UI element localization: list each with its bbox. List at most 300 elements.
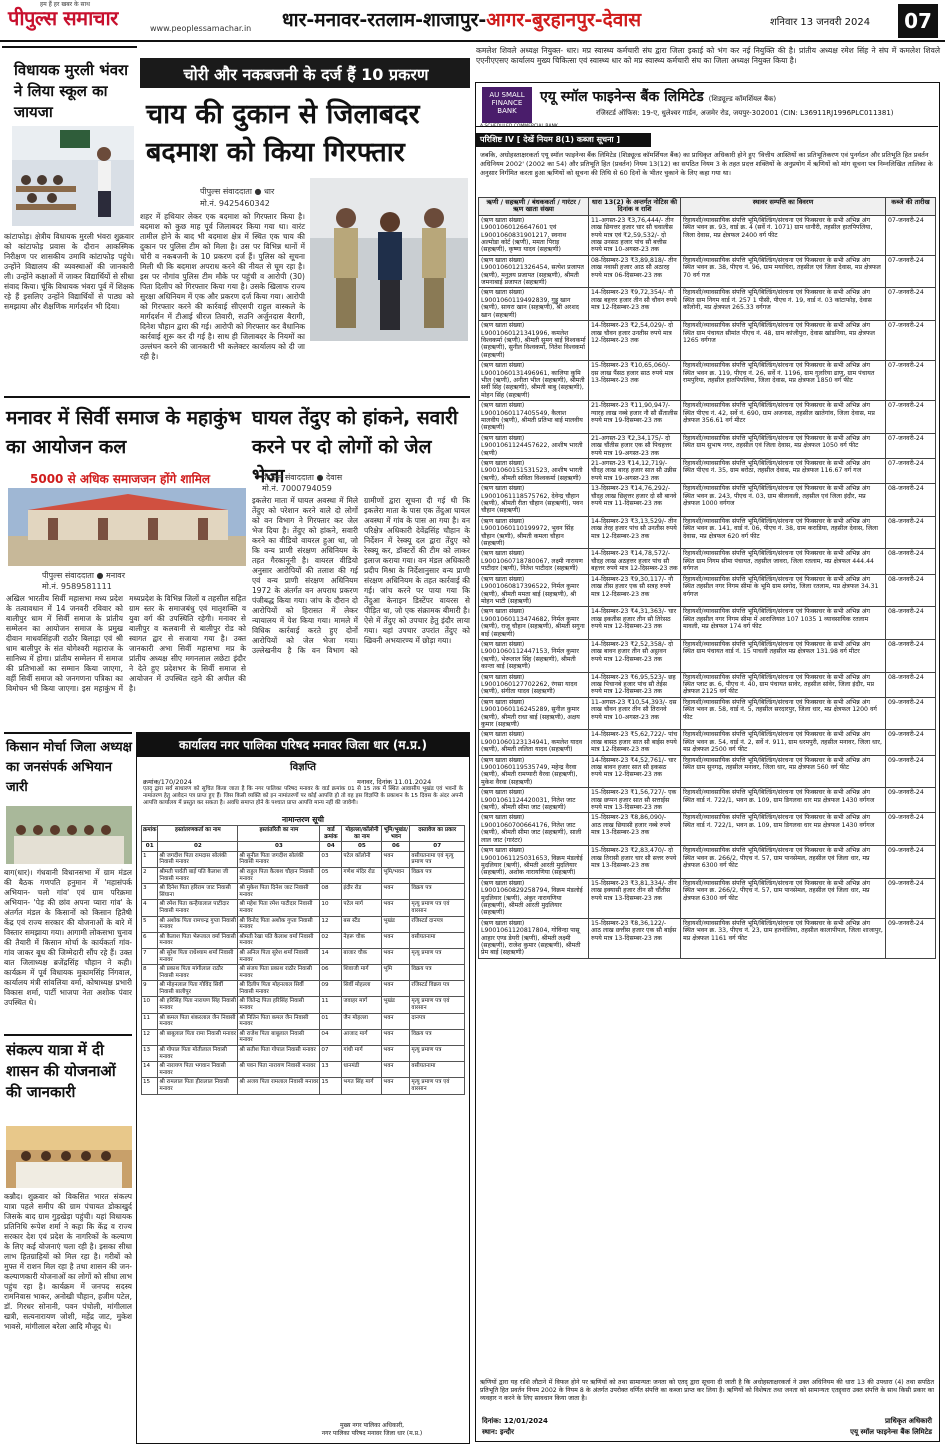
- mutation-cell: श्री अनिल पिता सुरेश शर्मा निवासी मनावर: [238, 948, 320, 964]
- property-cell: रिहायशी/व्यावसायिक संपत्ति भूमि/बिल्डिंग/संरचना एवं फिक्सचर के सभी अभिन्न अंग स्थित भवन क्र. 54, वार्ड नं. 2, सर्वे नं. 911, ग्राम धरमपुरी, तहसील मनावर, जिला धार, मप्र क्षेत्रफल 2500 वर्ग फीट: [681, 730, 886, 755]
- possession-row: [479, 878, 936, 918]
- notice-place: स्थान: इन्दौर: [482, 1428, 514, 1436]
- masthead: [0, 0, 945, 42]
- notice-cell: 14-दिसम्बर-23 ₹2,52,358/- दो लाख बावन हजार तीन सौ अट्ठावन रुपये मात्र 12-दिसम्बर-23 तक: [589, 639, 681, 672]
- possession-date-cell: 09-जनवरी-24: [886, 730, 936, 755]
- possession-date-cell: 08-जनवरी-24: [886, 516, 936, 549]
- mla-story-headline: विधायक मुरली भंवरा ने लिया स्कूल का जायजा: [14, 61, 129, 121]
- mutation-cell: श्री रमेश पिता कन्हैयालाल पाटीदार निवासी मनावर: [158, 900, 238, 916]
- possession-row: [479, 730, 936, 755]
- mutation-cell: भगत सिंह मार्ग: [342, 1078, 382, 1094]
- property-cell: रिहायशी/व्यावसायिक संपत्ति भूमि/बिल्डिंग/संरचना एवं फिक्सचर के सभी अभिन्न अंग स्थित भवन क्र. 33, पीएच नं. 23, ग्राम हतनोलिया, तहसील कालापीपल, जिला शाजापुर, मप्र क्षेत्रफल 1161 वर्ग फीट: [681, 918, 886, 958]
- possession-date-cell: 08-जनवरी-24: [886, 484, 936, 517]
- mutation-cell: 7: [142, 948, 158, 964]
- mutation-cell: 02: [320, 932, 342, 948]
- bank-logo-caption: A SCHEDULED COMMERCIAL BANK: [480, 124, 558, 129]
- notice-cell: 14-दिसम्बर-23 ₹5,62,722/- पांच लाख बासठ हजार सात सौ बाईस रुपये मात्र 12-दिसम्बर-23 तक: [589, 730, 681, 755]
- mutation-row: [142, 1029, 465, 1045]
- divider: [4, 396, 470, 398]
- mutation-cell: श्री नितिन पिता कमल जैन निवासी मनावर: [238, 1013, 320, 1029]
- edition-title-part2: आगर-बुरहानपुर-देवास: [486, 9, 642, 31]
- mutation-cell: श्री विनोद पिता अशोक गुप्ता निवासी मनावर: [238, 916, 320, 932]
- possession-date-cell: 08-जनवरी-24: [886, 607, 936, 640]
- borrower-cell: (ऋण खाता संख्या) L9001060829258794, विक्रम मंडलोई मुदलियार (ऋणी), अंकुर नारायणिया (सहऋणी), श्रीमती आरती मुदलियार (सहऋणी): [479, 878, 589, 918]
- borrower-cell: (ऋण खाता संख्या) L9001060123134941, कमलेश यादव (ऋणी), श्रीमती ललिता यादव (सहऋणी): [479, 730, 589, 755]
- borrower-cell: (ऋण खाता संख्या) L9001061125031653, विक्रम मंडलोई मुदलियार (ऋणी), श्रीमती आरती मुदलियार (सहऋणी), अशोक नारायणिया (सहऋणी): [479, 846, 589, 879]
- mutation-cell: भवन: [382, 1062, 410, 1078]
- mutation-cell: 12: [142, 1029, 158, 1045]
- mutation-cell: 11: [142, 1013, 158, 1029]
- notice-cell: 08-दिसम्बर-23 ₹3,89,818/- तीन लाख नवासी हजार आठ सौ अठारह रुपये मात्र 06-दिसम्बर-23 तक: [589, 255, 681, 288]
- bank-name-suffix: (शिड्यूल्ड कॉमर्शियल बैंक): [708, 95, 777, 103]
- mutation-cell: वसीयतनामा: [410, 932, 465, 948]
- property-cell: रिहायशी/व्यावसायिक संपत्ति भूमि/बिल्डिंग/संरचना एवं फिक्सचर के सभी अभिन्न अंग स्थित प्लाट क्र. 6, पीएच नं. 40, ग्राम पंचायत सावेर, तहसील सांवेर, जिला इंदौर, मप्र क्षेत्रफल 2125 वर्ग फीट: [681, 672, 886, 697]
- property-cell: रिहायशी/व्यावसायिक संपत्ति भूमि/बिल्डिंग/संरचना एवं फिक्सचर के सभी अभिन्न अंग स्थित तहसील नगर निगम सीमा के भूमि ग्राम सगोद, जिला रतलाम, मप्र क्षेत्रफल 34.31 वर्गगज: [681, 574, 886, 607]
- possession-row: [479, 846, 936, 879]
- mutation-cell: भवन: [382, 1046, 410, 1062]
- borrower-cell: (ऋण खाता संख्या) L9001061118575762, देवेन्द्र चौहान (ऋणी), श्रीमती रीता चौहान (सहऋणी), पवन चौहान (सहऋणी): [479, 484, 589, 517]
- mutation-cell: 05: [320, 867, 342, 883]
- property-cell: रिहायशी/व्यावसायिक संपत्ति भूमि/बिल्डिंग/संरचना एवं फिक्सचर के सभी अभिन्न अंग स्थित ग्राम पंचायत वार्ड नं. 15 पाचली तहसील मप्र क्षेत्रफल 131.98 वर्ग मीटर: [681, 639, 886, 672]
- mutation-cell: श्री अशोक पिता रामचन्द्र गुप्ता निवासी मनावर: [158, 916, 238, 932]
- property-cell: रिहायशी/व्यावसायिक संपत्ति भूमि/बिल्डिंग/संरचना एवं फिक्सचर के सभी अभिन्न अंग स्थित भवन क्र. 58, वार्ड नं. 5, तहसील सरदारपुर, जिला धार, मप्र क्षेत्रफल 1200 वर्ग फीट: [681, 697, 886, 730]
- borrower-cell: (ऋण खाता संख्या) L9001060110199972, भुवन सिंह चौहान (ऋणी), श्रीमती कमला चौहान (सहऋणी): [479, 516, 589, 549]
- possession-row: [479, 607, 936, 640]
- notice-cell: 13-दिसम्बर-23 ₹14,76,292/- चौदह लाख छिहत्तर हजार दो सौ बानवे रुपये मात्र 11-दिसम्बर-23 तक: [589, 484, 681, 517]
- possession-date-cell: 08-जनवरी-24: [886, 672, 936, 697]
- borrower-cell: (ऋण खाता संख्या) L9001060817396522, निर्मल कुमार (ऋणी), श्रीमती ममता बाई (सहऋणी), श्री मोहन भाटी (सहऋणी): [479, 574, 589, 607]
- mutation-row: [142, 948, 465, 964]
- mutation-cell: मृत्यु प्रमाण पत्र एवं वारसान: [410, 997, 465, 1013]
- mutation-cell: श्री राजेश पिता बाबूलाल निवासी मनावर: [238, 1029, 320, 1045]
- possession-date-cell: 09-जनवरी-24: [886, 755, 936, 788]
- signatory-line-2: नगर पालिका परिषद मनावर जिला धार (म.प्र.): [321, 1430, 423, 1437]
- mutation-cell: 14: [142, 1062, 158, 1078]
- mutation-cell: श्री जगदीश पिता रामदास सोलंकी निवासी मनावर: [158, 851, 238, 867]
- mutation-cell: विक्रय पत्र: [410, 884, 465, 900]
- mutation-row: [142, 1078, 465, 1094]
- mutation-cell: 3: [142, 884, 158, 900]
- possession-date-cell: 09-जनवरी-24: [886, 918, 936, 958]
- stage-event-illustration: [6, 1126, 132, 1188]
- possession-date-cell: 07-जनवरी-24: [886, 401, 936, 434]
- mutation-cell: विक्रय पत्र: [410, 867, 465, 883]
- mutation-cell: 4: [142, 900, 158, 916]
- col-header: भूमि/भूखंड/भवन: [382, 826, 410, 842]
- notice-cell: 14-दिसम्बर-23 ₹4,31,363/- चार लाख इकतीस हजार तीन सौ तिरेसठ रुपये मात्र 12-दिसम्बर-23 तक: [589, 607, 681, 640]
- possession-date-cell: 09-जनवरी-24: [886, 697, 936, 730]
- mutation-cell: भूखंड: [382, 916, 410, 932]
- leopard-story-headline: घायल तेंदुए को हांकने, सवारी करने पर दो लोगों को जेल भेजा: [252, 407, 458, 487]
- mutation-cell: श्री सुनील पिता जगदीश सोलंकी निवासी मनावर: [238, 851, 320, 867]
- mutation-cell: 10: [142, 997, 158, 1013]
- appendix-bar: [476, 133, 938, 147]
- arrest-photo: [310, 178, 468, 341]
- possession-row: [479, 459, 936, 484]
- mutation-cell: शिवाजी मार्ग: [342, 965, 382, 981]
- borrower-cell: (ऋण खाता संख्या) L9001060151531523, आशीष भारती (ऋणी), श्रीमती सविता विश्वकर्मा (सहऋणी): [479, 459, 589, 484]
- possession-date-cell: 09-जनवरी-24: [886, 788, 936, 813]
- notice-cell: 15-दिसम्बर-23 ₹10,65,060/- दस लाख पैंसठ हजार साठ रुपये मात्र 13-दिसम्बर-23 तक: [589, 361, 681, 401]
- mutation-cell: वसीयतनामा: [410, 1062, 465, 1078]
- borrower-cell: (ऋण खाता संख्या) L9001060113474682, निर्मल कुमार (ऋणी), राजू चौहान (सहऋणी), श्रीमती सगुना बाई (सहऋणी): [479, 607, 589, 640]
- mutation-row: [142, 884, 465, 900]
- property-cell: रिहायशी/व्यावसायिक संपत्ति भूमि/बिल्डिंग/संरचना एवं फिक्सचर के सभी अभिन्न अंग स्थित ग्राम सुभाष नगर, तहसील एवं जिला देवास, मप्र क्षेत्रफल 1050 वर्ग फीट: [681, 433, 886, 458]
- possession-date-cell: 07-जनवरी-24: [886, 321, 936, 361]
- mutation-cell: भूमि/भवन: [382, 867, 410, 883]
- mutation-cell: रजिस्टर्ड विक्रय पत्र: [410, 981, 465, 997]
- logo-tagline: हम हैं हर खबर के साथ: [40, 1, 90, 8]
- possession-row: [479, 255, 936, 288]
- mutation-cell: श्री मोहनलाल पिता गोविंद सिर्वी निवासी बालीपुर: [158, 981, 238, 997]
- col-header: स्थावर सम्पत्ति का विवरण: [681, 198, 886, 216]
- property-cell: रिहायशी/व्यावसायिक संपत्ति भूमि/बिल्डिंग/संरचना एवं फिक्सचर के सभी अभिन्न अंग स्थित ग्राम पंचायत सीमांत पीएच नं. 48, ग्राम कांजीपुरा, देवास खांडनिया, मप्र क्षेत्रफल 1265 वर्गगज: [681, 321, 886, 361]
- possession-date-cell: 09-जनवरी-24: [886, 846, 936, 879]
- possession-date-cell: 07-जनवरी-24: [886, 361, 936, 401]
- possession-row: [479, 433, 936, 458]
- possession-date-cell: 08-जनवरी-24: [886, 574, 936, 607]
- venue-tent-illustration: [8, 488, 246, 566]
- mutation-cell: धानमंडी: [342, 1062, 382, 1078]
- bank-ad-header: [476, 83, 938, 127]
- notice-cell: 15-दिसम्बर-23 ₹1,56,727/- एक लाख छप्पन हजार सात सौ सत्ताईस रुपये मात्र 13-दिसम्बर-23 तक: [589, 788, 681, 813]
- col-header: मोहल्ला/कॉलोनी का नाम: [342, 826, 382, 842]
- mutation-cell: जवाहर मार्ग: [342, 997, 382, 1013]
- possession-row: [479, 755, 936, 788]
- bank-notice-intro: जबकि, अधोहस्ताक्षरकर्ता एयू स्मॉल फाइनेन्स बैंक लिमिटेड (शिड्यूल्ड कॉमर्शियल बैंक) का प्राधिकृत अधिकारी होने हुए 'वित्तीय आस्तियों का प्रतिभूतिकरण एवं पुनर्गठन और प्रतिभूति हित प्रवर्तन अधिनियम 2002' (2002 का 54) और प्रतिभूति हित (प्रवर्तन) नियम 13(12) का सपठित नियम 3 के तहत प्रदत्त शक्तियों के अनुप्रयोग में ऋणियों को मांग सूचना पत्र निम्नलिखित तालिका के अनुसार निर्गमित करता हुआ ऋणियों को सूचना की तिथि से 60 दिनों के भीतर चुकाने के लिए कहा गया था।: [480, 151, 933, 177]
- mutation-cell: 1: [142, 851, 158, 867]
- col-header: ऋणी / सहऋणी / बंधककर्ता / गारंटर / ऋण खाता संख्या: [479, 198, 589, 216]
- bank-notice-footer: ऋणियों द्वारा यह राशि लौटाने में विफल होने पर ऋणियों को तथा सामान्यतः जनता को एतद् द्वारा सूचना दी जाती है कि अधोहस्ताक्षरकर्ता ने उक्त अधिनियम की धारा 13 की उपधारा (4) तथा सपठित प्रतिभूति हित प्रवर्तन नियम 2002 के नियम 8 के अंतर्गत उपरोक्त वर्णित संपत्ति का कब्जा प्राप्त कर लिया है। ऋणियों को विशेषतः तथा जनता को सामान्यतः एतद्द्वारा उक्त संपत्ति के साथ किसी प्रकार का व्यवहार न करने के लिए सावधान किया जाता है।: [480, 1379, 934, 1402]
- mutation-cell: पटेल कॉलोनी: [342, 851, 382, 867]
- possession-date-cell: 08-जनवरी-24: [886, 549, 936, 574]
- col-header: हस्तांतरिती का नाम: [238, 826, 320, 842]
- sankalp-story-body: कन्नौद। शुक्रवार को विकसित भारत संकल्प यात्रा पहले समीप की ग्राम पंचायत डोकाखुर्द जिसके बाद ग्राम गुड़खेड़ा पहुंची। यहां विधायक प्रतिनिधि रूपेश शर्मा ने कहा कि केंद्र व राज्य सरकार देश एवं प्रदेश के नागरिकों के कल्याण के लिए कई योजनाएं चला रही है। इसका सीधा लाभ हितग्राहियों को मिल रहा है। गरीबों को मुफ्त में राशन मिल रहा है तथा शासन की जन-कल्याणकारी योजनाओं का लोगों को सीधा लाभ पहुंच रहा है। कार्यक्रम में जनपद सदस्य रामनिवास भाकर, अनोखी चौहान, हजीम पटेल, डॉ. गिरधर सोनानी, पवन पंचोली, मांगीलाल खत्री, सत्यनारायण जोशी, महेंद्र जाट, मुकेश भावसे, मांगीलाल बरेला आदि मौजूद थे।: [4, 1192, 133, 1331]
- mutation-cell: श्री सुरेश पिता राधेश्याम शर्मा निवासी मनावर: [158, 948, 238, 964]
- tea-story-phone: मो.नं. 9425460342: [200, 199, 270, 208]
- mutation-list-table: [141, 825, 465, 1095]
- mla-story-body: कांटाफोड़। क्षेत्रीय विधायक मुरली भंवरा शुक्रवार को कांटाफोड़ प्रवास के दौरान आकस्मिक निरीक्षण पर शासकीय उमावि कांटाफोड़ पहुंचे। उन्होंने विद्यालय की व्यवस्थाओं की जानकारी ली। उन्होंने कक्षाओं में जाकर विद्यार्थियों से सीधा संवाद किया। चूंकि विधायक भंवरा पूर्व में शिक्षक रहे हैं इसलिए उन्होंने विद्यार्थियों से पाठ्य को समझाया और शैक्षणिक मार्गदर्शन भी दिया।: [4, 232, 134, 311]
- borrower-cell: (ऋण खाता संख्या) L9001060718780067, लक्ष्मी नारायण पाटीदार (ऋणी), नितेश पाटीदार (सहऋणी): [479, 549, 589, 574]
- mutation-cell: श्री पवन पिता नारायण निवासी मनावर: [238, 1062, 320, 1078]
- municipal-notice-date: मनावर, दिनांक 11.01.2024: [357, 778, 432, 786]
- municipal-notice-vigyapti: विज्ञप्ति: [290, 762, 316, 773]
- mutation-row: [142, 965, 465, 981]
- mutation-cell: 03: [320, 851, 342, 867]
- mutation-cell: मृत्यु प्रमाण पत्र एवं वारसान: [410, 1078, 465, 1094]
- possession-row: [479, 401, 936, 434]
- mutation-cell: श्री गोपाल पिता मोतीलाल निवासी मनावर: [158, 1046, 238, 1062]
- mutation-row: [142, 981, 465, 997]
- police-arrest-illustration: [310, 178, 468, 341]
- property-cell: रिहायशी/व्यावसायिक संपत्ति भूमि/बिल्डिंग/संरचना एवं फिक्सचर के सभी अभिन्न अंग स्थित पीएच नं. 35, ग्राम बरोठा, तहसील देवास, मप्र क्षेत्रफल 116.67 वर्ग गज: [681, 459, 886, 484]
- mutation-cell: रजिस्टर्ड दानपत्र: [410, 916, 465, 932]
- bank-possession-notice: [475, 82, 940, 1442]
- sankalp-yatra-photo: [6, 1126, 132, 1188]
- possession-row: [479, 321, 936, 361]
- property-cell: रिहायशी/व्यावसायिक संपत्ति भूमि/बिल्डिंग/संरचना एवं फिक्सचर के सभी अभिन्न अंग स्थित पीएच नं. 42, सर्वे नं. 690, ग्राम अजनास, तहसील खातेगांव, जिला देवास, मप्र क्षेत्रफल 356.61 वर्ग मीटर: [681, 401, 886, 434]
- mutation-cell: श्रीमती पार्वती बाई पति कैलाश जी निवासी मनावर: [158, 867, 238, 883]
- divider: [4, 732, 132, 734]
- mutation-cell: दानपत्र: [410, 1013, 465, 1029]
- mutation-cell: श्री महेश पिता रमेश पाटीदार निवासी मनावर: [238, 900, 320, 916]
- bank-name-text: एयू स्मॉल फाइनेन्स बैंक लिमिटेड: [540, 89, 704, 105]
- property-cell: रिहायशी/व्यावसायिक संपत्ति भूमि/बिल्डिंग/संरचना एवं फिक्सचर के सभी अभिन्न अंग स्थित ग्राम निगम सीमा पंचायत, तहसील जावरा, जिला रतलाम, मप्र क्षेत्रफल 444.44 वर्गगज: [681, 549, 886, 574]
- mutation-row: [142, 1046, 465, 1062]
- classroom-illustration: [12, 126, 134, 226]
- leopard-story-body: इकलेरा माता में घायल अवस्था में मिले तेंदुए को परेशान करने वाले दो लोगों को वन विभाग ने गिरफ्तार कर जेल भेज दिया है। तेंदुए को हांकने, सवारी करने का वीडियो वायरल हुआ था, जो कि वन्य प्राणी संरक्षण अधिनियम के तहत गैरकानूनी है। वायरल वीडियो अनुसार आरोपियों की तलाश की गई एवं वन्य प्राणी संरक्षण अधिनियम 1972 के अंतर्गत वन अपराध प्रकरण पंजीबद्ध किया गया। जांच के दौरान दो आरोपियों को हिरासत में लेकर न्यायालय में पेश किया गया। मामले में विधिक कार्रवाई करते हुए दोनों आरोपियों को जेल भेजा गया। उल्लेखनीय है कि वन विभाग को ग्रामीणों द्वारा सूचना दी गई थी कि इकलेरा माता के पास एक तेंदुआ घायल अवस्था में गांव के पास आ गया है। वन परिक्षेत्र अधिकारी देवेंद्रसिंह चौहान के निर्देशन में रेस्क्यू दल द्वारा तेंदुए को रेस्क्यू कर, डॉक्टरों की टीम को लाकर इलाज कराया गया। वन मंडल अधिकारी प्रदीप मिश्रा के निर्देशानुसार वन्य प्राणी संरक्षण अधिनियम के तहत कार्रवाई की गई। जांच करने पर पाया गया कि तेंदुआ केनाइन डिस्टेंपर वायरस से पीड़ित था, जो एक संक्रामक बीमारी है। ऐसे में तेंदुए को उपचार हेतु इंदौर लाया गया। यहां उपचार उपरांत तेंदुए को खिवनी अभयारण्य में छोड़ा गया।: [252, 496, 470, 655]
- property-cell: रिहायशी/व्यावसायिक संपत्ति भूमि/बिल्डिंग/संरचना एवं फिक्सचर के सभी अभिन्न अंग स्थित भवन क्र. 243, पीएच नं. 03, ग्राम बीलावली, तहसील एवं जिला इंदौर, मप्र क्षेत्रफल 1000 वर्गगज: [681, 484, 886, 517]
- borrower-cell: (ऋण खाता संख्या) L9001060126647601 एवं L9001060831901217, स्वनाथ अल्मोडा कोर्ट (ऋणी), ममता पिराइ (सहऋणी), कृष्णा यादव (सहऋणी): [479, 215, 589, 255]
- borrower-cell: (ऋण खाता संख्या) L9001060116245289, सुनील कुमार (ऋणी), श्रीमती राधा बाई (सहऋणी), अक्षय कुमार (सहऋणी): [479, 697, 589, 730]
- possession-row: [479, 574, 936, 607]
- mutation-cell: 14: [320, 948, 342, 964]
- borrower-cell: (ऋण खाता संख्या) L9001060700664176, नितेश जाट (ऋणी), श्रीमती सीमा जाट (सहऋणी), साली लाल जाट (गारंटर): [479, 813, 589, 846]
- possession-row: [479, 549, 936, 574]
- mutation-cell: गांधी मार्ग: [342, 1046, 382, 1062]
- mutation-cell: 6: [142, 932, 158, 948]
- col-number: 06: [382, 842, 410, 852]
- mutation-row: [142, 867, 465, 883]
- mutation-cell: श्री संजय पिता प्रकाश राठौर निवासी मनावर: [238, 965, 320, 981]
- appendix-label: परिशिष्ट IV [ देखें नियम 8(1) कब्जा सूचना ]: [476, 133, 651, 147]
- notice-cell: 14-दिसम्बर-23 ₹2,54,029/- दो लाख चौवन हजार उनतीस रुपये मात्र 12-दिसम्बर-23 तक: [589, 321, 681, 361]
- mutation-cell: श्री दिलीप पिता मोहनलाल सिर्वी निवासी मनावर: [238, 981, 320, 997]
- borrower-cell: (ऋण खाता संख्या) L9001060117405549, कैलाश मालवीय (ऋणी), श्रीमती प्रतिभा बाई मालवीय (सहऋणी): [479, 401, 589, 434]
- tea-story-body: शहर में हथियार लेकर एक बदमाश को गिरफ्तार किया है। बदमाश को कुछ माह पूर्व जिलाबदर किया गया था। वारंट तामील होने के बाद भी बदमाश क्षेत्र में स्थित एक चाय की दुकान पर पुलिस टीम को मिला है। उस पर विभिन्न थानों में चोरी व नकबजनी के 10 प्रकरण दर्ज हैं। पुलिस को सूचना मिली थी कि बदमाश अपराध करने की नीयत से घूम रहा है। इस पर नौगांव पुलिस टीम मौके पर पहुंची व आरोपी (30) पिता दिलीप को गिरफ्तार किया गया है। उसके खिलाफ राज्य सुरक्षा अधिनियम में एक और प्रकरण दर्ज किया गया। आरोपी को गिरफ्तार करने की कार्रवाई सीएसपी राहुल वास्कले के मार्गदर्शन में टीआई धीरज तिवारी, सउनि अर्जुनदास बैरागी, दिनेश चौहान द्वारा की गई। आरोपी को गिरफ्तार कर वैधानिक कार्रवाई शुरू कर दी गई है। साथ ही जिलाबदर के नियमों का उल्लंघन करने की जानकारी भी कलेक्टर कार्यालय को दी जा रही है।: [140, 212, 305, 361]
- bank-logo-icon: [482, 87, 532, 123]
- possession-date-cell: 09-जनवरी-24: [886, 813, 936, 846]
- mutation-cell: मृत्यु प्रमाण पत्र: [410, 948, 465, 964]
- mutation-cell: श्री दिनेश पिता हरिराम जाट निवासी सिंघाना: [158, 884, 238, 900]
- kisan-meeting-photo: [6, 806, 132, 864]
- borrower-cell: (ऋण खाता संख्या) L9001060131496961, कालिया कुमि भील (ऋणी), अनीता भील (सहऋणी), श्रीमती सर्वी सिंह (सहऋणी), श्रीमती बाबु (सहऋणी), मोहन सिंह (सहऋणी): [479, 361, 589, 401]
- col-number: 07: [410, 842, 465, 852]
- mutation-cell: सिर्वी मोहल्ला: [342, 981, 382, 997]
- notice-cell: 14-दिसम्बर-23 ₹9,72,354/- नौ लाख बहत्तर हजार तीन सौ चौवन रुपये मात्र 12-दिसम्बर-23 तक: [589, 288, 681, 321]
- mutation-cell: 2: [142, 867, 158, 883]
- notice-cell: 14-दिसम्बर-23 ₹4,52,761/- चार लाख बावन हजार सात सौ इकसठ रुपये मात्र 12-दिसम्बर-23 तक: [589, 755, 681, 788]
- notice-cell: 15-दिसम्बर-23 ₹8,36,122/- आठ लाख छत्तीस हजार एक सौ बाईस रुपये मात्र 13-दिसम्बर-23 तक: [589, 918, 681, 958]
- mutation-cell: श्री बाबूलाल पिता रामा निवासी मनावर: [158, 1029, 238, 1045]
- bank-logo-text: AU SMALL FINANCE BANK: [489, 91, 525, 115]
- possession-date-cell: 07-जनवरी-24: [886, 215, 936, 255]
- col-header: क्रमांक: [142, 826, 158, 842]
- mutation-cell: श्री हरिसिंह पिता नारायण सिंह निवासी मनावर: [158, 997, 238, 1013]
- mutation-cell: 15: [320, 1078, 342, 1094]
- col-number: 02: [158, 842, 238, 852]
- mla-school-photo: [12, 126, 134, 226]
- mutation-cell: श्री कमल पिता शंकरलाल जैन निवासी मनावर: [158, 1013, 238, 1029]
- mutation-cell: 08: [320, 884, 342, 900]
- mutation-cell: भवन: [382, 948, 410, 964]
- notice-cell: 11-अगस्त-23 ₹3,76,444/- तीन लाख छियत्तर हजार चार सौ चवालीस रुपये मात्र एवं ₹2,59,532/- दो लाख उनसठ हजार पांच सौ बत्तीस रुपये मात्र 10-अगस्त-23 तक: [589, 215, 681, 255]
- col-number: 03: [238, 842, 320, 852]
- mutation-cell: 15: [142, 1078, 158, 1094]
- col-number: 05: [342, 842, 382, 852]
- mutation-cell: 11: [320, 997, 342, 1013]
- mutation-cell: विक्रय पत्र: [410, 965, 465, 981]
- mutation-cell: 8: [142, 965, 158, 981]
- mutation-cell: श्री नारायण पिता भगवान निवासी मनावर: [158, 1062, 238, 1078]
- possession-row: [479, 288, 936, 321]
- mutation-row: [142, 900, 465, 916]
- mutation-row: [142, 851, 465, 867]
- mutation-cell: श्री जितेन्द्र पिता हरिसिंह निवासी मनावर: [238, 997, 320, 1013]
- borrower-cell: (ऋण खाता संख्या) L9001060112447153, निर्मल कुमार (ऋणी), भेरूलाल सिंह (सहऋणी), श्रीमती कान्ता बाई (सहऋणी): [479, 639, 589, 672]
- col-header: कब्जे की तारीख: [886, 198, 936, 216]
- possession-row: [479, 813, 936, 846]
- mutation-cell: गणेश मंदिर रोड: [342, 867, 382, 883]
- mutation-cell: नेहरू चौक: [342, 932, 382, 948]
- mutation-cell: श्री कैलाश पिता भेरूलाल वर्मा निवासी मनावर: [158, 932, 238, 948]
- col-header: वार्ड क्रमांक: [320, 826, 342, 842]
- mutation-row: [142, 932, 465, 948]
- sirvi-story-headline: मनावर में सिर्वी समाज के महाकुंभ का आयोजन कल: [6, 407, 241, 458]
- mutation-table-col-numbers: [142, 842, 465, 852]
- bank-name: [540, 87, 776, 106]
- property-cell: रिहायशी/व्यावसायिक संपत्ति भूमि/बिल्डिंग/संरचना एवं फिक्सचर के सभी अभिन्न अंग स्थित भवन क्र. 119, पीएच नं. 26, सर्वे नं. 1196, ग्राम गुलरिया ढाणु, ग्राम पंचायत रामपुरिया, तहसील हातपिपलिया, जिला देवास, मप्र क्षेत्रफल 1850 वर्ग फीट: [681, 361, 886, 401]
- municipal-notice-ref: क्रमांक/170/2024: [143, 778, 192, 786]
- newspaper-logo[interactable]: पीपुल्स समाचार: [8, 6, 118, 30]
- municipal-notice: [136, 732, 470, 1444]
- notice-cell: 21-अगस्त-23 ₹2,34,175/- दो लाख चौंतीस हजार एक सौ पिचहत्तर रुपये मात्र 19-अगस्त-23 तक: [589, 433, 681, 458]
- possession-date-cell: 07-जनवरी-24: [886, 433, 936, 458]
- notice-cell: 21-अगस्त-23 ₹14,12,719/- चौदह लाख बारह हजार सात सौ उन्नीस रुपये मात्र 19-अगस्त-23 तक: [589, 459, 681, 484]
- sirvi-venue-photo: [8, 488, 246, 566]
- notice-date: दिनांक: 12/01/2024: [482, 1417, 548, 1425]
- mutation-cell: भवन: [382, 851, 410, 867]
- property-cell: रिहायशी/व्यावसायिक संपत्ति भूमि/बिल्डिंग/संरचना एवं फिक्सचर के सभी अभिन्न अंग स्थित ग्राम निगम वार्ड नं. 257 1 पीसी, पीएच नं. 19, वार्ड नं. 03 कांटाफोड़, देवास कॉलोनी, मप्र क्षेत्रफल 265.33 वर्गगज: [681, 288, 886, 321]
- mutation-cell: जैन मोहल्ला: [342, 1013, 382, 1029]
- possession-row: [479, 639, 936, 672]
- mutation-cell: श्री मुकेश पिता दिनेश जाट निवासी मनावर: [238, 884, 320, 900]
- mutation-cell: श्री रामलाल पिता हीरालाल निवासी मनावर: [158, 1078, 238, 1094]
- property-cell: रिहायशी/व्यावसायिक संपत्ति भूमि/बिल्डिंग/संरचना एवं फिक्सचर के सभी अभिन्न अंग स्थित तहसील नगर निगम सीमा में आराजियात 107 1035 1 व्यावसायिक रतलाम मावली, मप्र क्षेत्रफल 174 वर्ग फीट: [681, 607, 886, 640]
- mutation-cell: भूमि: [382, 965, 410, 981]
- property-cell: रिहायशी/व्यावसायिक संपत्ति भूमि/बिल्डिंग/संरचना एवं फिक्सचर के सभी अभिन्न अंग स्थित भवन क्र. 93, वार्ड क्र. 4 (सर्वे नं. 1071) ग्राम धानौरी, तहसील हातपिपलिया, जिला देवास, मप्र क्षेत्रफल 2400 वर्ग फीट: [681, 215, 886, 255]
- mutation-cell: भवन: [382, 1013, 410, 1029]
- notice-cell: 15-दिसम्बर-23 ₹2,83,470/- दो लाख तिरासी हजार चार सौ सत्तर रुपये मात्र 13-दिसम्बर-23 तक: [589, 846, 681, 879]
- divider: [2, 46, 137, 48]
- borrower-cell: (ऋण खाता संख्या) L9001060119535749, महेन्द्र वैरवा (ऋणी), श्रीमती रामप्यारी वैरवा (सहऋणी), मुकेश वैरवा (सहऋणी): [479, 755, 589, 788]
- mutation-row: [142, 1062, 465, 1078]
- notice-cell: 14-दिसम्बर-23 ₹9,30,117/- नौ लाख तीस हजार एक सौ सत्रह रुपये मात्र 12-दिसम्बर-23 तक: [589, 574, 681, 607]
- mutation-cell: भवन: [382, 1078, 410, 1094]
- mutation-cell: वसीयतनामा एवं मृत्यु प्रमाण पत्र: [410, 851, 465, 867]
- mutation-cell: पटेल मार्ग: [342, 900, 382, 916]
- tea-story-byline: पीपुल्स संवाददाता ● धार: [200, 187, 275, 196]
- possession-date-cell: 09-जनवरी-24: [886, 878, 936, 918]
- property-cell: रिहायशी/व्यावसायिक संपत्ति भूमि/बिल्डिंग/संरचना एवं फिक्सचर के सभी अभिन्न अंग स्थित ग्राम सुनगढ़, तहसील मनावर, जिला धार, मप्र क्षेत्रफल 560 वर्ग फीट: [681, 755, 886, 788]
- sirvi-story-subhead: 5000 से अधिक समाजजन होंगे शामिल: [30, 472, 211, 486]
- newspaper-url[interactable]: www.peoplessamachar.in: [150, 24, 252, 33]
- borrower-cell: (ऋण खाता संख्या) L9001060121341996, कमलेश विश्वकर्मा (ऋणी), श्रीमती सुमन बाई विश्वकर्मा (सहऋणी), सुनील विश्वकर्मा, नितेश विश्वकर्मा (सहऋणी): [479, 321, 589, 361]
- possession-row: [479, 788, 936, 813]
- mutation-cell: 04: [320, 1029, 342, 1045]
- possession-row: [479, 361, 936, 401]
- property-cell: रिहायशी/व्यावसायिक संपत्ति भूमि/बिल्डिंग/संरचना एवं फिक्सचर के सभी अभिन्न अंग स्थित भवन क्र. 38, पीएच नं. 96, ग्राम मयाचिरा, तहसील एवं जिला देवास, मप्र क्षेत्रफल 70 वर्ग गज: [681, 255, 886, 288]
- mutation-cell: 10: [320, 900, 342, 916]
- sirvi-story-body: अखिल भारतीय सिर्वी महासभा मध्य प्रदेश के तत्वावधान में 14 जनवरी रविवार को बालीपुर धाम में सिर्वी समाज के प्रांतीय सम्मेलन का आयोजन समाज के प्रमुख दीवान माधवसिंहजी राठौर बिलाड़ा एवं श्री धाम बालीपुर के संत योगेश्वरी महाराज के सानिध्य में होगा। प्रांतीय सम्मेलन में समाज की प्रतिभाओं का सम्मान किया जाएगा, वहीं सिर्वी समाज को जनगणना पत्रिका का विमोचन भी किया जाएगा। इस महाकुंभ में मध्यप्रदेश के विभिन्न जिलों व तहसील सहित ग्राम स्तर के समाजबंधु एवं मातृशक्ति व युवा वर्ग की उपस्थिति रहेगी। मनावर से बालीपुर व कलवानी से बालीपुर रोड को स्वागत द्वार से सजाया गया है। उक्त जानकारी अभा सिर्वी महासभा मप्र के प्रांतीय अध्यक्ष सीए मगनलाल लछेटा इंदौर ने देते हुए प्रदेशभर के सिर्वी समाज से आयोजन में उपस्थित रहने की अपील की है।: [6, 594, 247, 693]
- municipal-notice-intro: एतद् द्वारा सर्व साधारण को सूचित किया जाता है कि नगर पालिका परिषद मनावर के वार्ड क्रमांक 01 से 15 तक में स्थित आवासीय भूखंड एवं भवनों के नामांतरण हेतु आवेदन पत्र प्राप्त हुए हैं। जिस किसी व्यक्ति को इन नामांतरणों पर कोई आपत्ति हो तो वह इस विज्ञप्ति के प्रकाशन के 15 दिवस के अंदर अपनी आपत्ति कार्यालय में प्रस्तुत कर सकता है। अवधि समाप्त होने के पश्चात प्राप्त आपत्ति मान्य नहीं की जावेगी।: [143, 786, 463, 806]
- borrower-cell: (ऋण खाता संख्या) L9001060121326454, सत्येश प्रजापत (ऋणी), मनुज्ञय प्रजापत (सहऋणी), श्रीमती जमनाबाई प्रजापत (सहऋणी): [479, 255, 589, 288]
- col-number: 04: [320, 842, 342, 852]
- possession-row: [479, 516, 936, 549]
- edition-title: [282, 6, 641, 32]
- borrower-cell: (ऋण खाता संख्या) L9001060127702262, रंगसा यादव (ऋणी), संगीता यादव (सहऋणी): [479, 672, 589, 697]
- signatory-line-1: मुख्य नगर पालिका अधिकारी,: [339, 1422, 405, 1429]
- municipal-notice-title: कार्यालय नगर पालिका परिषद मनावर जिला धार (म.प्र.): [137, 733, 469, 757]
- possession-table: [478, 197, 936, 959]
- mutation-cell: श्री प्रकाश पिता मांगीलाल राठौर निवासी मनावर: [158, 965, 238, 981]
- possession-row: [479, 484, 936, 517]
- mutation-cell: श्रीमती रेखा पति कैलाश वर्मा निवासी मनावर: [238, 932, 320, 948]
- mutation-cell: बस स्टैंड: [342, 916, 382, 932]
- col-header: धारा 13(2) के अन्तर्गत नोटिस की दिनांक व राशि: [589, 198, 681, 216]
- mutation-row: [142, 997, 465, 1013]
- possession-date-cell: 07-जनवरी-24: [886, 288, 936, 321]
- possession-row: [479, 918, 936, 958]
- possession-row: [479, 215, 936, 255]
- col-header: दस्तावेज का प्रकार: [410, 826, 465, 842]
- mutation-cell: मृत्यु प्रमाण पत्र एवं वारसान: [410, 900, 465, 916]
- authorized-bank: एयू स्मॉल फाइनेन्स बैंक लिमिटेड: [850, 1428, 932, 1436]
- property-cell: रिहायशी/व्यावसायिक संपत्ति भूमि/बिल्डिंग/संरचना एवं फिक्सचर के सभी अभिन्न अंग स्थित भवन क्र. 266/2, पीएच नं. 57, ग्राम पानसेमल, तहसील एवं जिला धार, मप्र क्षेत्रफल 6300 वर्ग फीट: [681, 878, 886, 918]
- property-cell: रिहायशी/व्यावसायिक संपत्ति भूमि/बिल्डिंग/संरचना एवं फिक्सचर के सभी अभिन्न अंग स्थित वार्ड नं. 722/1, भवन क्र. 109, ग्राम डिगलवा धार मप्र क्षेत्रफल 1430 वर्गगज: [681, 788, 886, 813]
- possession-table-header: [479, 198, 936, 216]
- col-header: हस्तांतरणकर्ता का नाम: [158, 826, 238, 842]
- mutation-cell: इंदौर रोड: [342, 884, 382, 900]
- mutation-cell: भवन: [382, 1029, 410, 1045]
- sirvi-story-phone: मो.नं. 9589581111: [42, 582, 112, 591]
- bank-registered-office: रजिस्टर्ड ऑफिस: 19-ए, धुलेश्वर गार्डन, अजमेर रोड, जयपुर-302001 (CIN: L36911RJ1996PLC011381): [596, 109, 894, 117]
- issue-date: शनिवार 13 जनवरी 2024: [770, 17, 871, 28]
- mutation-cell: 12: [320, 916, 342, 932]
- mutation-cell: भवन: [382, 932, 410, 948]
- borrower-cell: (ऋण खाता संख्या) L9001060119492839, गुड्डु खान (ऋणी), सायरा खान (सहऋणी), श्री अरशद खान (सहऋणी): [479, 288, 589, 321]
- mutation-cell: 07: [320, 1046, 342, 1062]
- property-cell: रिहायशी/व्यावसायिक संपत्ति भूमि/बिल्डिंग/संरचना एवं फिक्सचर के सभी अभिन्न अंग स्थित भवन क्र. 141, वार्ड नं. 06, पीएच नं. 38, ग्राम कराडिया, तहसील देवास, जिला देवास, मप्र क्षेत्रफल 620 वर्ग फीट: [681, 516, 886, 549]
- notice-cell: 14-दिसम्बर-23 ₹6,95,523/- छह लाख पिचानबे हजार पांच सौ तेईस रुपये मात्र 12-दिसम्बर-23 तक: [589, 672, 681, 697]
- mutation-cell: 06: [320, 965, 342, 981]
- borrower-cell: (ऋण खाता संख्या) L9001061124420031, नितेश जाट (ऋणी), श्रीमती सीमा जाट (सहऋणी): [479, 788, 589, 813]
- mutation-cell: श्री सतीश पिता गोपाल निवासी मनावर: [238, 1046, 320, 1062]
- mutation-cell: 01: [320, 1013, 342, 1029]
- divider: [4, 1034, 132, 1036]
- mutation-table-header: [142, 826, 465, 842]
- leopard-story-byline: पीपुल्स संवाददाता ● देवास: [262, 473, 343, 482]
- mutation-cell: 5: [142, 916, 158, 932]
- edition-title-part1: धार-मनावर-रतलाम-शाजापुर-: [282, 9, 487, 31]
- page-number: 07: [898, 4, 938, 38]
- mutation-cell: भवन: [382, 981, 410, 997]
- mutation-cell: बाजार चौक: [342, 948, 382, 964]
- tea-story-headline: चाय की दुकान से जिलाबदर बदमाश को किया गिरफ्तार: [146, 99, 420, 168]
- municipal-signatory: [287, 1421, 457, 1437]
- notice-cell: 21-दिसम्बर-23 ₹11,90,947/- ग्यारह लाख नब्बे हजार नौ सौ सैंतालीस रुपये मात्र 19-दिसम्बर-23 तक: [589, 401, 681, 434]
- mutation-cell: भवन: [382, 900, 410, 916]
- notice-cell: 15-दिसम्बर-23 ₹8,86,090/- आठ लाख छियासी हजार नब्बे रुपये मात्र 13-दिसम्बर-23 तक: [589, 813, 681, 846]
- notice-cell: 14-दिसम्बर-23 ₹14,78,572/- चौदह लाख अठहत्तर हजार पांच सौ बहत्तर रुपये मात्र 12-दिसम्बर-23 तक: [589, 549, 681, 574]
- possession-date-cell: 07-जनवरी-24: [886, 255, 936, 288]
- mutation-cell: भवन: [382, 884, 410, 900]
- mutation-cell: श्री अजय पिता रामलाल निवासी मनावर: [238, 1078, 320, 1094]
- mutation-row: [142, 1013, 465, 1029]
- kisan-story-body: बाग(धार)। गंधवानी विधानसभा में ग्राम मंडल की बैठक गणपति हनुमान में 'महासंपर्क अभियान- चलो गांव' एवं ग्राम परिक्रमा अभियान- 'पेड़ की छांव अपना प्यारा गांव' के अंतर्गत मंडल के किसानों को किसान हितैषी केंद्र एवं राज्य सरकार की योजनाओं के बारे में विस्तार समझाया गया। आगामी लोकसभा चुनाव की तैयारी में किसान मोर्चा के कार्यकर्ता गांव-गांव जाकर बूथ की जिम्मेदारी सौंप रहे हैं। उक्त बात जिलाध्यक्ष ब्रजेंद्रसिंह चौहान ने कही। कार्यक्रम में पूर्व विधायक मुकामसिंह निंगवाल, कार्यालय मंत्री सांवलिया वर्मा, कोषाध्यक्ष प्रभारी विकास शर्मा, पार्टी भाजपा नेता अशोक पंवार उपस्थित थे।: [4, 868, 132, 1007]
- property-cell: रिहायशी/व्यावसायिक संपत्ति भूमि/बिल्डिंग/संरचना एवं फिक्सचर के सभी अभिन्न अंग स्थित भवन क्र. 266/2, पीएच नं. 57, ग्राम पानसेमल, तहसील एवं जिला धार, मप्र क्षेत्रफल 6300 वर्ग फीट: [681, 846, 886, 879]
- borrower-cell: (ऋण खाता संख्या) L9001061120817804, गोविन्दा पासू आहार एण्ड डेयरी (ऋणी), श्रीमती लक्ष्मी (सहऋणी), राजेश कुमार (सहऋणी), श्रीमती प्रेम बाई (सहऋणी): [479, 918, 589, 958]
